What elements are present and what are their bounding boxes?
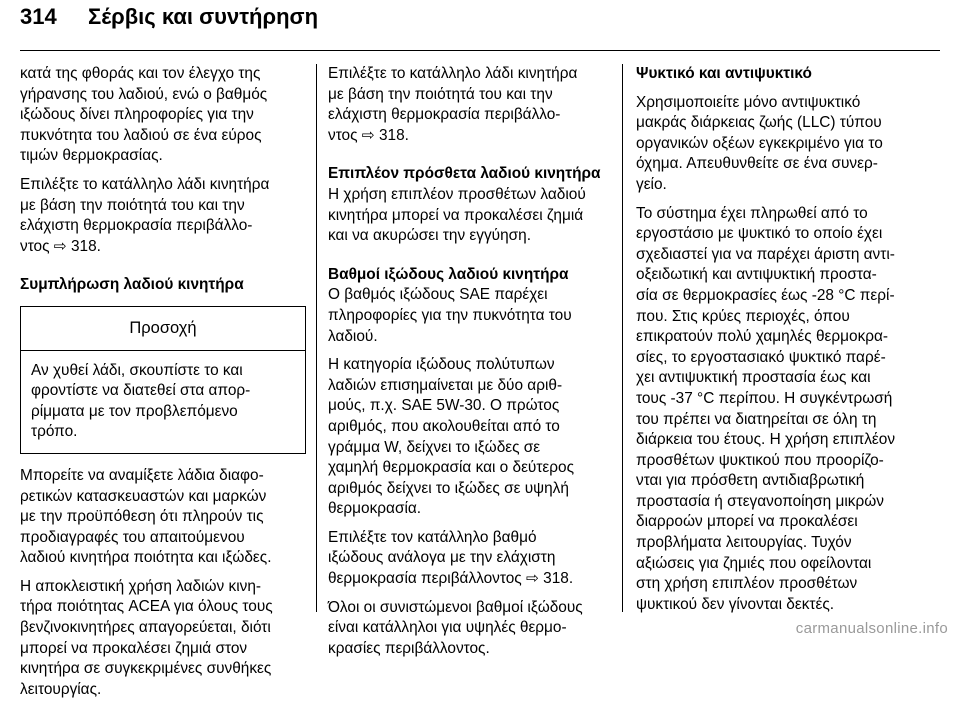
text-line: Το σύστημα έχει πληρωθεί από το bbox=[636, 204, 868, 222]
column-divider bbox=[316, 64, 317, 612]
text-line: τιμών θερμοκρασίας. bbox=[20, 147, 163, 165]
text-line: με την προϋπόθεση ότι πληρούν τις bbox=[20, 508, 264, 526]
section-heading: Συμπλήρωση λαδιού κινητήρα bbox=[20, 276, 244, 294]
text-line: μακράς διάρκειας ζωής (LLC) τύπου bbox=[636, 114, 882, 132]
text-line: οξειδωτική και αντιψυκτική προστα- bbox=[636, 266, 877, 284]
column-3 bbox=[636, 64, 936, 623]
watermark-text: carmanualsonline.info bbox=[795, 620, 948, 637]
text-line: προσθέτων ψυκτικού που προορίζο- bbox=[636, 451, 884, 469]
text-line: χει αντιψυκτική προστασία έως και bbox=[636, 369, 871, 387]
section-heading: Βαθμοί ιξώδους λαδιού κινητήρα bbox=[328, 265, 569, 283]
text-line: θερμοκρασία περιβάλλοντος ⇨ 318. bbox=[328, 570, 574, 588]
paragraph bbox=[20, 175, 306, 257]
header-rule bbox=[20, 50, 940, 51]
column-2 bbox=[328, 64, 612, 667]
text-line: αριθμός, που ακολουθείται από το bbox=[328, 417, 560, 435]
text-line: μούς, π.χ. SAE 5W-30. Ο πρώτος bbox=[328, 397, 560, 415]
text-line: Αν χυθεί λάδι, σκουπίστε το και bbox=[31, 361, 243, 379]
text-line: όχημα. Απευθυνθείτε σε ένα συνερ- bbox=[636, 155, 878, 173]
text-line: είναι κατάλληλοι για υψηλές θερμο- bbox=[328, 619, 567, 637]
text-line: κινητήρα μπορεί να προκαλέσει ζημιά bbox=[328, 206, 584, 224]
text-line: νται για πρόσθετη αντιδιαβρωτική bbox=[636, 472, 865, 490]
text-line: επικρατούν πολύ χαμηλές θερμοκρα- bbox=[636, 328, 889, 346]
text-line: ψυκτικού δεν γίνονται δεκτές. bbox=[636, 595, 835, 613]
text-line: γείο. bbox=[636, 175, 667, 193]
text-line: προστασία ή στεγανοποίηση μικρών bbox=[636, 492, 884, 510]
text-line: ιξώδους ανάλογα με την ελάχιστη bbox=[328, 549, 556, 567]
paragraph bbox=[328, 64, 612, 146]
text-line: λαδιού κινητήρα ποιότητα και ιξώδες. bbox=[20, 549, 272, 567]
text-line: Επιλέξτε το κατάλληλο λάδι κινητήρα bbox=[328, 65, 578, 82]
text-line: θερμοκρασία. bbox=[328, 500, 422, 518]
text-line: τους -37 °C περίπου. Η συγκέντρωσή bbox=[636, 389, 893, 407]
text-line: Όλοι οι συνιστώμενοι βαθμοί ιξώδους bbox=[328, 598, 583, 616]
text-line: φροντίστε να διατεθεί στα απορ- bbox=[31, 382, 251, 400]
text-line: κινητήρα σε συγκεκριμένες συνθήκες bbox=[20, 660, 272, 678]
text-line: λαδιών επισημαίνεται με δύο αριθ- bbox=[328, 376, 563, 394]
text-line: ελάχιστη θερμοκρασία περιβάλλο- bbox=[20, 217, 253, 235]
text-line: οργανικών οξέων εγκεκριμένο για το bbox=[636, 134, 883, 152]
paragraph bbox=[636, 93, 936, 196]
text-line: ντος ⇨ 318. bbox=[328, 126, 409, 144]
text-line: με βάση την ποιότητά του και την bbox=[20, 196, 245, 214]
text-line: πληροφορίες για την πυκνότητα του bbox=[328, 306, 572, 324]
paragraph bbox=[328, 355, 612, 520]
text-line: λαδιού. bbox=[328, 327, 378, 345]
text-line: μπορεί να προκαλέσει ζημιά στον bbox=[20, 639, 248, 657]
section-heading: Ψυκτικό και αντιψυκτικό bbox=[636, 65, 812, 82]
text-line: προδιαγραφές του απαιτούμενου bbox=[20, 528, 245, 546]
text-line: που. Στις κρύες περιοχές, όπου bbox=[636, 307, 850, 325]
text-line: βενζινοκινητήρες απαγορεύεται, διότι bbox=[20, 619, 271, 637]
paragraph bbox=[20, 466, 306, 569]
text-line: διαρροών μπορεί να προκαλέσει bbox=[636, 513, 858, 531]
text-line: εργοστάσιο με ψυκτικό το οποίο έχει bbox=[636, 225, 883, 243]
text-line: κατά της φθοράς και τον έλεγχο της bbox=[20, 65, 261, 82]
text-line: ρίμματα με τον προβλεπόμενο bbox=[31, 402, 238, 420]
text-line: διάρκεια του έτους. Η χρήση επιπλέον bbox=[636, 431, 896, 449]
section-heading: Επιπλέον πρόσθετα λαδιού κινητήρα bbox=[328, 165, 601, 183]
text-line: γράμμα W, δείχνει το ιξώδες σε bbox=[328, 438, 541, 456]
text-line: προβλήματα λειτουργίας. Τυχόν bbox=[636, 534, 852, 552]
text-line: Επιλέξτε το κατάλληλο λάδι κινητήρα bbox=[20, 175, 270, 193]
paragraph bbox=[328, 185, 612, 247]
paragraph bbox=[328, 528, 612, 590]
text-line: με βάση την ποιότητά του και την bbox=[328, 85, 553, 103]
paragraph bbox=[328, 598, 612, 660]
paragraph bbox=[20, 64, 306, 167]
caution-box bbox=[20, 306, 306, 454]
text-line: κρασίες περιβάλλοντος. bbox=[328, 639, 490, 657]
text-line: αξιώσεις για ζημιές που οφείλονται bbox=[636, 554, 872, 572]
text-line: τρόπο. bbox=[31, 423, 78, 441]
text-line: Χρησιμοποιείτε μόνο αντιψυκτικό bbox=[636, 93, 861, 111]
text-line: ντος ⇨ 318. bbox=[20, 237, 101, 255]
paragraph bbox=[328, 285, 612, 347]
page-number: 314 bbox=[20, 4, 57, 29]
text-line: πυκνότητα του λαδιού σε ένα εύρος bbox=[20, 126, 262, 144]
text-line: σίες, το εργοστασιακό ψυκτικό παρέ- bbox=[636, 348, 886, 366]
text-line: Η κατηγορία ιξώδους πολύτυπων bbox=[328, 356, 555, 374]
text-line: στη χρήση επιπλέον προσθέτων bbox=[636, 575, 858, 593]
page-header bbox=[0, 0, 960, 52]
chapter-title: Σέρβις και συντήρηση bbox=[88, 4, 319, 29]
text-line: αριθμός δείχνει το ιξώδες σε υψηλή bbox=[328, 479, 569, 497]
column-divider bbox=[622, 64, 623, 612]
text-line: τήρα ποιότητας ACEA για όλους τους bbox=[20, 598, 273, 616]
text-line: ιξώδους δίνει πληροφορίες για την bbox=[20, 106, 254, 124]
text-line: και να ακυρώσει την εγγύηση. bbox=[328, 227, 531, 245]
text-line: λειτουργίας. bbox=[20, 680, 102, 698]
text-line: σία σε θερμοκρασίες έως -28 °C περί- bbox=[636, 286, 895, 304]
column-1 bbox=[20, 64, 306, 708]
text-line: ελάχιστη θερμοκρασία περιβάλλο- bbox=[328, 106, 561, 124]
text-line: ρετικών κατασκευαστών και μαρκών bbox=[20, 487, 267, 505]
text-line: σχεδιαστεί για να παρέχει άριστη αντι- bbox=[636, 245, 895, 263]
text-line: Η χρήση επιπλέον προσθέτων λαδιού bbox=[328, 185, 586, 203]
caution-title: Προσοχή bbox=[21, 307, 305, 351]
text-line: Επιλέξτε τον κατάλληλο βαθμό bbox=[328, 528, 537, 546]
paragraph bbox=[636, 204, 936, 616]
text-line: Ο βαθμός ιξώδους SAE παρέχει bbox=[328, 286, 548, 304]
text-line: του πρέπει να διατηρείται σε όλη τη bbox=[636, 410, 877, 428]
text-line: χαμηλή θερμοκρασία και ο δεύτερος bbox=[328, 459, 575, 477]
paragraph bbox=[20, 577, 306, 701]
text-line: Η αποκλειστική χρήση λαδιών κινη- bbox=[20, 577, 262, 595]
text-line: γήρανσης του λαδιού, ενώ ο βαθμός bbox=[20, 85, 268, 103]
text-line: Μπορείτε να αναμίξετε λάδια διαφο- bbox=[20, 466, 264, 484]
caution-text bbox=[21, 351, 305, 453]
